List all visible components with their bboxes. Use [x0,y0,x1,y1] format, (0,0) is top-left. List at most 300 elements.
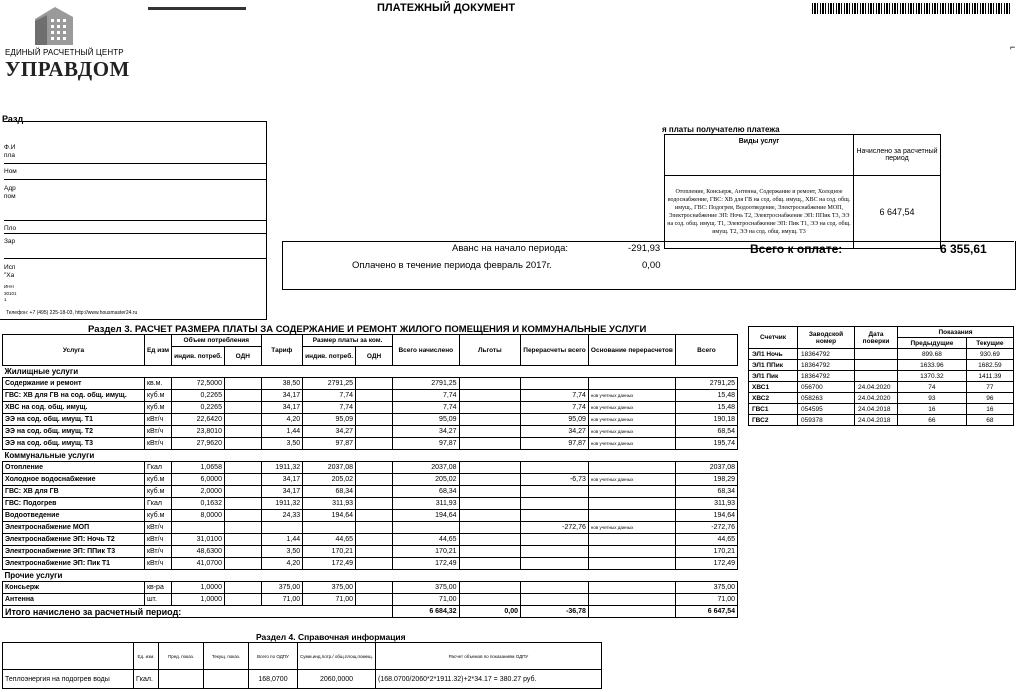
table-cell: 7,74 [392,390,459,402]
table-cell: 38,50 [261,378,303,390]
meter-cell: 899.68 [898,349,967,360]
table-cell: 375,00 [261,582,303,594]
table-cell [356,414,393,426]
meter-cell: ЭЛ1 Ночь [749,349,798,360]
h-indiv2: индив. потреб. [303,347,356,366]
table-cell: 23,8010 [172,426,225,438]
s4-calc: (168.0700/2060*2*1911.32)+2*34.17 = 380.27 руб. [376,670,602,689]
table-row [3,522,738,534]
table-cell: 170,21 [303,546,356,558]
table-row [3,534,738,546]
table-cell: 311,93 [303,498,356,510]
h-meter: Счетчик [749,327,798,349]
meter-cell: 96 [966,393,1013,404]
org-name: УПРАВДОМ [5,57,130,81]
table-row [3,498,738,510]
section3-title: Раздел 3. РАСЧЕТ РАЗМЕРА ПЛАТЫ ЗА СОДЕРЖАНИЕ И РЕМОНТ ЖИЛОГО ПОМЕЩЕНИЯ И КОММУНАЛЬНЫЕ УСЛУГИ [88,324,647,335]
table-cell: ЭЭ на сод. общ. имущ. Т1 [3,414,145,426]
table-cell [588,546,675,558]
accrued-value: 6 647,54 [854,176,941,249]
table-row [3,426,738,438]
table-cell: нов учетных данных [588,474,675,486]
table-row [3,510,738,522]
table-cell [588,582,675,594]
table-cell: 8,0000 [172,510,225,522]
table-cell: Отопление [3,462,145,474]
meter-cell: 1411.39 [966,371,1013,382]
table-cell: 7,74 [392,402,459,414]
meter-cell: 1370.32 [898,371,967,382]
table-cell: 311,93 [675,498,737,510]
group-title: Жилищные услуги [4,367,79,376]
table-cell: 3,50 [261,438,303,450]
table-cell [459,498,520,510]
table-cell: 48,6300 [172,546,225,558]
group-header-row [3,570,738,582]
table-cell [459,522,520,534]
table-row [3,594,738,606]
table-cell: Холодное водоснабжение [3,474,145,486]
meter-cell: 24.04.2020 [855,393,898,404]
table-cell [459,414,520,426]
table-cell: 1,44 [261,534,303,546]
table-cell: 0,2265 [172,390,225,402]
table-cell [459,534,520,546]
group-title: Прочие услуги [4,571,63,580]
meter-cell: ГВС2 [749,415,798,426]
table-cell: 97,87 [303,438,356,450]
table-cell: 2791,25 [675,378,737,390]
table-cell [172,522,225,534]
divider [4,220,266,221]
table-cell [356,498,393,510]
reference-table [2,642,602,689]
payer-field: 1 [4,297,7,302]
total-value: 6 355,61 [940,242,987,256]
h-recalc-total: Перерасчеты всего [521,335,589,366]
meter-cell: 68 [966,415,1013,426]
group-header-row [3,450,738,462]
s4-curr [204,670,249,689]
table-cell [261,522,303,534]
payer-field: Исп [4,264,16,271]
total-cell: 6 647,54 [675,606,737,618]
total-cell [588,606,675,618]
table-cell: 1911,32 [261,462,303,474]
table-cell: кв.м. [144,378,171,390]
meter-cell: 18364792 [798,360,855,371]
table-row [3,582,738,594]
table-cell: нов учетных данных [588,402,675,414]
org-line: ЕДИНЫЙ РАСЧЕТНЫЙ ЦЕНТР [5,48,124,57]
table-cell: кВт/ч [144,414,171,426]
table-cell: 194,64 [675,510,737,522]
meter-cell: 18364792 [798,349,855,360]
table-cell [521,462,589,474]
meter-cell: ЭЛ1 ППик [749,360,798,371]
table-cell [224,498,261,510]
table-cell [521,378,589,390]
table-cell: 2037,08 [392,462,459,474]
services-table [664,134,941,249]
table-cell [356,426,393,438]
payer-field: "Ха [4,272,15,279]
divider [4,163,266,164]
table-cell: 68,54 [675,426,737,438]
table-cell: кВт/ч [144,534,171,546]
table-cell [356,534,393,546]
table-cell: 6,0000 [172,474,225,486]
table-cell: ГВС: ХВ для ГВ на сод. общ. имущ. [3,390,145,402]
table-cell [356,378,393,390]
s4-volume: 168,0700 [249,670,298,689]
table-row [3,414,738,426]
table-cell: Электроснабжение ЭП: ППик Т3 [3,546,145,558]
table-cell: нов учетных данных [588,414,675,426]
meter-cell: 16 [898,404,967,415]
s4-unit: Гкал. [134,670,159,689]
table-cell: 31,0100 [172,534,225,546]
paid-value: 0,00 [642,260,661,271]
h-odn2: ОДН [356,347,393,366]
meter-row [749,382,1014,393]
table-cell [224,378,261,390]
table-cell: 71,00 [392,594,459,606]
table-cell [521,534,589,546]
table-cell: 198,29 [675,474,737,486]
table-cell: 170,21 [675,546,737,558]
table-row [3,390,738,402]
total-row [3,606,738,618]
payer-field: 30101 [4,291,17,296]
h-benefits: Льготы [459,335,520,366]
divider [4,258,266,259]
table-cell: 15,48 [675,390,737,402]
table-cell: 71,00 [303,594,356,606]
table-cell: куб.м [144,510,171,522]
table-cell: шт. [144,594,171,606]
table-cell [224,390,261,402]
meter-cell: 74 [898,382,967,393]
table-cell: 34,17 [261,390,303,402]
table-cell [459,594,520,606]
h-total-accrued: Всего начислено [392,335,459,366]
left-section-title: Разд [2,114,24,124]
h-recalc-basis: Основание перерасчетов [588,335,675,366]
table-cell [459,426,520,438]
section4-title: Раздел 4. Справочная информация [256,632,406,642]
table-row [3,558,738,570]
meter-row [749,371,1014,382]
table-cell [459,510,520,522]
table-cell: 190,18 [675,414,737,426]
table-cell: 95,09 [521,414,589,426]
table-row [3,546,738,558]
h-service: Услуга [3,335,145,366]
table-cell [588,558,675,570]
table-cell: 7,74 [303,402,356,414]
table-row [3,474,738,486]
h4-calc: Расчет объемов по показаниям ОДПУ [376,643,602,670]
h-indiv: индив. потреб. [172,347,225,366]
table-cell: 24,33 [261,510,303,522]
h-total: Всего [675,335,737,366]
meter-row [749,404,1014,415]
table-cell: кВт/ч [144,558,171,570]
table-cell [588,498,675,510]
payer-field: пом [4,193,16,200]
table-cell [356,510,393,522]
table-cell: кВт/ч [144,522,171,534]
table-cell: 1,0000 [172,582,225,594]
table-cell: 375,00 [392,582,459,594]
table-cell [588,594,675,606]
table-cell [588,510,675,522]
table-cell: Гкал [144,498,171,510]
h-readings: Показания [898,327,1014,338]
table-cell: -6,73 [521,474,589,486]
table-cell: куб.м [144,486,171,498]
table-cell [459,390,520,402]
h-serial: Заводской номер [798,327,855,349]
table-cell: 2,0000 [172,486,225,498]
table-cell: 34,27 [303,426,356,438]
s4-name: Теплоэнергия на подогрев воды [3,670,134,689]
table-cell [392,522,459,534]
table-cell [521,498,589,510]
table-cell [224,534,261,546]
table-cell [356,522,393,534]
table-cell: кВт/ч [144,438,171,450]
table-row [3,438,738,450]
table-cell [356,582,393,594]
table-cell: 172,49 [303,558,356,570]
h-odn: ОДН [224,347,261,366]
s4-prev [159,670,204,689]
table-cell: 2791,25 [392,378,459,390]
h-volume: Объем потребления [172,335,261,347]
table-cell [459,558,520,570]
meter-cell: 054595 [798,404,855,415]
h-curr: Текущие [966,338,1013,349]
table-cell [224,438,261,450]
divider [4,179,266,180]
table-cell: 375,00 [675,582,737,594]
table-cell: 4,20 [261,414,303,426]
table-row [3,462,738,474]
s4-area: 2060,0000 [298,670,376,689]
table-cell [588,534,675,546]
table-cell [459,582,520,594]
table-cell: нов учетных данных [588,522,675,534]
table-cell: куб.м [144,402,171,414]
table-cell: 72,5000 [172,378,225,390]
table-cell: 1,44 [261,426,303,438]
table-cell: куб.м [144,390,171,402]
payer-field: ИНН [4,284,14,289]
table-cell [224,402,261,414]
table-cell: 2037,08 [303,462,356,474]
table-cell [224,546,261,558]
table-row [3,402,738,414]
table-cell: ГВС: ХВ для ГВ [3,486,145,498]
table-cell: 311,93 [392,498,459,510]
meter-cell: 056700 [798,382,855,393]
table-cell [356,546,393,558]
barcode [812,3,1012,14]
table-cell: 0,2265 [172,402,225,414]
table-cell: -272,76 [521,522,589,534]
h4-curr: Текущ. показ. [204,643,249,670]
meter-cell: 24.04.2020 [855,382,898,393]
divider [4,121,266,122]
table-cell: 1,0658 [172,462,225,474]
table-cell: кВт/ч [144,546,171,558]
table-cell [224,594,261,606]
meter-cell: 77 [966,382,1013,393]
meter-cell: 059378 [798,415,855,426]
h-tariff: Тариф [261,335,303,366]
table-cell: 97,87 [521,438,589,450]
table-cell [356,594,393,606]
meters-table [748,326,1014,426]
meter-cell [855,349,898,360]
table-cell [588,486,675,498]
col-accrued: Начислено за расчетный период [854,135,941,176]
meter-cell: 058263 [798,393,855,404]
meter-row [749,349,1014,360]
table-cell: Гкал [144,462,171,474]
table-cell: 68,34 [675,486,737,498]
meter-row [749,360,1014,371]
table-cell: ГВС: Подогрев [3,498,145,510]
table-cell [303,522,356,534]
meter-cell: 16 [966,404,1013,415]
table-cell: нов учетных данных [588,390,675,402]
table-cell: 205,02 [392,474,459,486]
h4-area: Сумм.инд.потр./ общ.площ.помещ. [298,643,376,670]
total-cell: 6 684,32 [392,606,459,618]
table-cell: 375,00 [303,582,356,594]
total-label: Всего к оплате: [750,242,843,256]
table-cell: 34,17 [261,474,303,486]
table-cell: 3,50 [261,546,303,558]
table-cell [224,414,261,426]
table-cell [356,558,393,570]
table-cell [588,378,675,390]
advance-value: -291,93 [628,243,661,254]
meter-cell: 66 [898,415,967,426]
group-title: Коммунальные услуги [4,451,95,460]
meter-cell: ХВС1 [749,382,798,393]
table-cell: куб.м [144,474,171,486]
table-cell [459,402,520,414]
table-cell [356,486,393,498]
table-cell: 27,9620 [172,438,225,450]
services-description: Отопление, Консьерж, Антенна, Содержание и ремонт, Холодное водоснабжение, ГВС: ХВ для ГВ на сод. общ. имущ., ХВС на сод. общ. имущ., ГВС: Подогрев, Водоотведение, Электроснабжение МОП, Электроснабжение ЭП: Ночь Т2, Электроснабжение ЭП: ППик Т3, ЭЭ на сод. общ. имущ. Т1, Электроснабжение ЭП: Пик Т1, ЭЭ на сод. общ. имущ. Т2, ЭЭ на сод. общ. имущ. Т3 [665,176,854,249]
table-cell: 68,34 [303,486,356,498]
table-cell: 7,74 [521,402,589,414]
payer-field: Адр [4,185,16,192]
table-cell [356,390,393,402]
table-cell: 44,65 [303,534,356,546]
table-cell [224,510,261,522]
h-unit: Ед изм [144,335,171,366]
table-cell: 194,64 [303,510,356,522]
table-cell: кВт/ч [144,426,171,438]
table-cell [521,546,589,558]
h4-prev: Пред. показ. [159,643,204,670]
table-cell: 172,49 [675,558,737,570]
meter-cell: ГВС1 [749,404,798,415]
table-cell: 34,17 [261,402,303,414]
h-payment: Размер платы за ком. [303,335,393,347]
meter-row [749,415,1014,426]
payer-field: Пло [4,225,17,232]
col-services: Виды услуг [665,135,854,176]
payer-field: Ном [4,168,17,175]
table-cell: 44,65 [675,534,737,546]
table-cell: 0,1632 [172,498,225,510]
table-cell: 44,65 [392,534,459,546]
table-cell: 1,0000 [172,594,225,606]
doc-title: ПЛАТЕЖНЫЙ ДОКУМЕНТ [377,2,516,14]
paid-label: Оплачено в течение периода февраль 2017г. [352,260,552,271]
meter-cell: 1682.59 [966,360,1013,371]
table-cell: 34,17 [261,486,303,498]
table-cell: Консьерж [3,582,145,594]
meter-cell: 930.69 [966,349,1013,360]
meter-cell: 24.04.2018 [855,415,898,426]
table-cell [459,474,520,486]
table-cell: Водоотведение [3,510,145,522]
meter-cell: 93 [898,393,967,404]
table-cell: 1911,32 [261,498,303,510]
table-cell: 7,74 [521,390,589,402]
h-prev: Предыдущие [898,338,967,349]
meter-cell [855,360,898,371]
corner-mark: ⌐ [1010,42,1016,52]
table-cell: 68,34 [392,486,459,498]
meter-cell: ЭЛ1 Пик [749,371,798,382]
table-cell: Антенна [3,594,145,606]
table-cell [521,486,589,498]
meter-cell [855,371,898,382]
table-cell: ХВС на сод. общ. имущ. [3,402,145,414]
table-cell [459,378,520,390]
redacted-bar [148,7,246,10]
table-cell: нов учетных данных [588,438,675,450]
payer-field: Ф.И [4,144,16,151]
pay-title: я платы получателю платежа [662,125,780,134]
table-cell: 195,74 [675,438,737,450]
table-cell [356,462,393,474]
table-cell [224,558,261,570]
payer-field: пла [4,152,15,159]
table-cell [521,510,589,522]
total-cell: 0,00 [459,606,520,618]
table-cell [588,462,675,474]
table-cell: ЭЭ на сод. общ. имущ. Т3 [3,438,145,450]
table-cell: 170,21 [392,546,459,558]
h-check-date: Дата поверки [855,327,898,349]
table-cell: -272,76 [675,522,737,534]
table-cell [459,462,520,474]
table-cell [521,558,589,570]
table-cell: 7,74 [303,390,356,402]
meter-cell: 18364792 [798,371,855,382]
table-cell: Содержание и ремонт [3,378,145,390]
